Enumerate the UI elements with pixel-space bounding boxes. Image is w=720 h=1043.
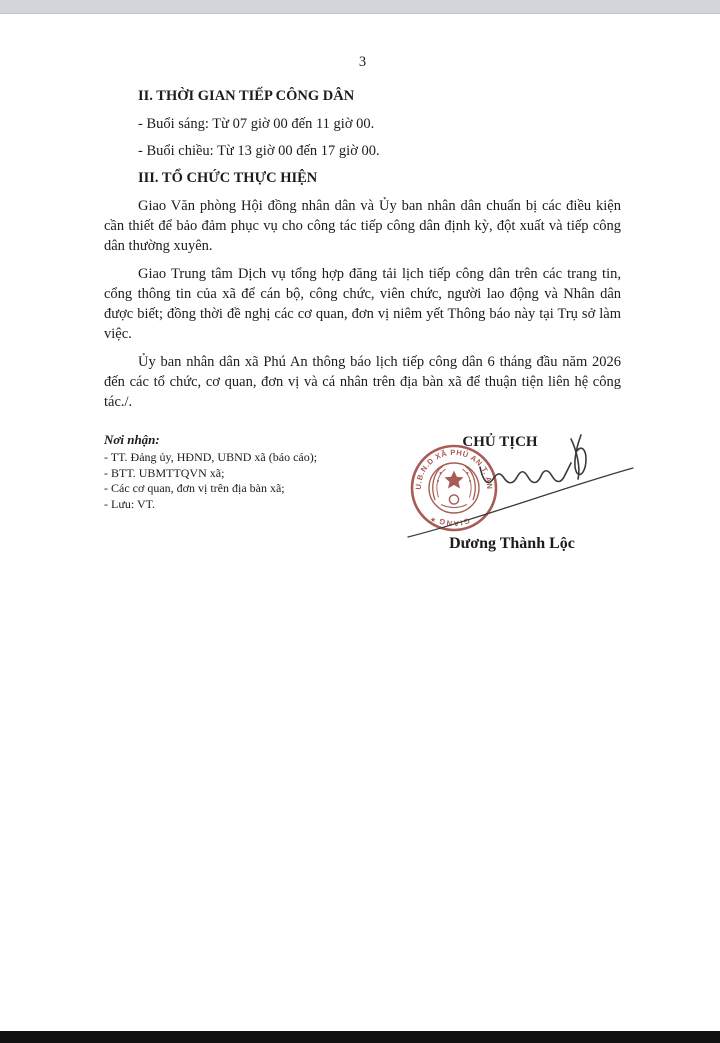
signer-name: Dương Thành Lộc — [449, 535, 575, 552]
seal-and-signature — [385, 423, 655, 568]
viewer-top-bar — [0, 0, 720, 14]
svg-text:GIANG — [437, 516, 471, 528]
body-paragraph: Giao Văn phòng Hội đồng nhân dân và Ủy ban nhân dân chuẩn bị các điều kiện cần thiết để bảo đảm phục vụ cho công tác tiếp công dân định kỳ, đột xuất và tiếp công dân thường xuyên. — [104, 198, 621, 254]
bullet-morning: - Buổi sáng: Từ 07 giờ 00 đến 11 giờ 00. — [138, 116, 375, 132]
recipients-label: Nơi nhận: — [104, 432, 160, 447]
recipient-item: - BTT. UBMTTQVN xã; — [104, 465, 225, 480]
body-paragraph: Ủy ban nhân dân xã Phú An thông báo lịch tiếp công dân 6 tháng đầu năm 2026 đến các tổ chức, cơ quan, đơn vị và cá nhân trên địa bàn xã để thuận tiện liên hệ công tác./. — [104, 354, 621, 410]
section-heading-2: II. THỜI GIAN TIẾP CÔNG DÂN — [138, 88, 355, 104]
seal-ring-top-text: U.B.N.D XÃ PHÚ AN T. AN — [413, 447, 495, 490]
recipient-item: - Lưu: VT. — [104, 496, 156, 511]
section-heading-3: III. TỔ CHỨC THỰC HIỆN — [138, 170, 318, 186]
seal-ring-bottom-text: GIANG — [437, 515, 471, 529]
signer-title: CHỦ TỊCH — [462, 434, 538, 450]
seal-emblem-star-icon — [445, 471, 464, 489]
recipients-block — [104, 431, 374, 512]
body-paragraph: Giao Trung tâm Dịch vụ tổng hợp đăng tải lịch tiếp công dân trên các trang tin, cổng thông tin của xã để cán bộ, công chức, viên chức, người lao động và Nhân dân được biết; đồng thời đề nghị các cơ quan, đơn vị niêm yết Thông báo này tại Trụ sở làm việc. — [104, 266, 621, 342]
recipient-item: - Các cơ quan, đơn vị trên địa bàn xã; — [104, 481, 285, 495]
document-page — [104, 52, 621, 420]
seal-star-separator-icon: ★ — [429, 516, 437, 524]
page-number: 3 — [358, 54, 367, 70]
viewer-bottom-bar — [0, 1031, 720, 1043]
bullet-afternoon: - Buổi chiều: Từ 13 giờ 00 đến 17 giờ 00. — [138, 143, 380, 159]
official-seal-icon — [412, 446, 496, 530]
recipient-item: - TT. Đảng ủy, HĐND, UBND xã (báo cáo); — [104, 450, 318, 464]
